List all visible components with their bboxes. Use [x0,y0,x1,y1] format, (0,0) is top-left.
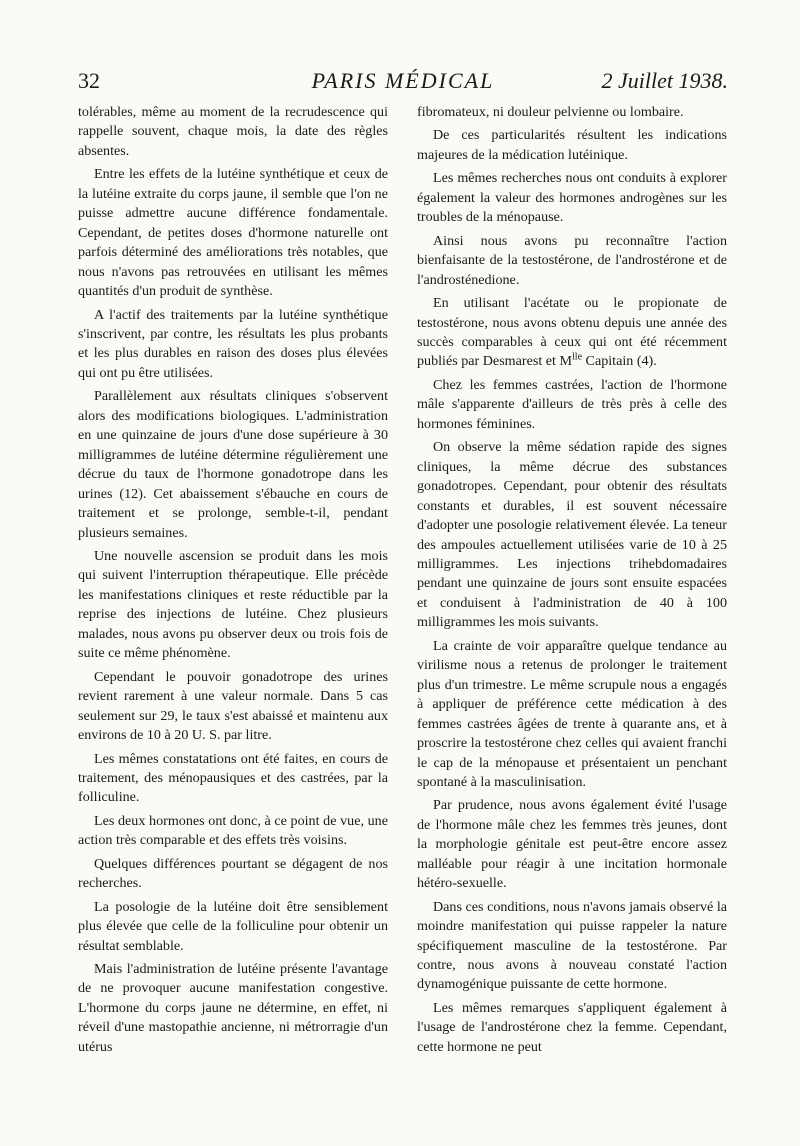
paragraph: Quelques différences pourtant se dégagent de nos recherches. [78,855,388,892]
issue-date: 2 Juillet 1938. [601,68,728,93]
paragraph: tolérables, même au moment de la recrudescence qui rappelle souvent, chaque mois, la date des règles absentes. [78,104,388,159]
paragraph: Les deux hormones ont donc, à ce point de vue, une action très comparable et des effets très voisins. [78,812,388,849]
paragraph: A l'actif des traitements par la lutéine synthétique s'inscrivent, par contre, les résultats les plus probants et les plus durables en raison des doses plus élevées qui ont pu être utilisées. [78,306,388,381]
paragraph: Mais l'administration de lutéine présente l'avantage de ne provoquer aucune manifestation congestive. L'hormone du corps jaune ne détermine, en effet, ni réveil d'une mastopathie ancienne, ni métrorragie d'un utérus [78,961,388,1055]
right-column [417,103,727,1061]
paragraph: De ces particularités résultent les indications majeures de la médication lutéinique. [417,127,727,163]
page-number: 32 [78,68,100,93]
running-header [78,68,728,98]
paragraph: Les mêmes constatations ont été faites, en cours de traitement, des ménopausiques et des castrées, par la folliculine. [78,750,388,806]
paragraph: Les mêmes remarques s'appliquent également à l'usage de l'androstérone chez la femme. Cependant, cette hormone ne peut [417,999,727,1055]
paragraph: On observe la même sédation rapide des signes cliniques, la même décrue des substances gonadotropes. Cependant, pour obtenir des résultats constants et durables, il est souvent nécessaire d'adopter une posologie relativement élevée. La teneur des ampoules actuellement utilisées varie de 10 à 25 milligrammes. Les injections trihebdomadaires pendant une quinzaine de jours sont ensuite espacées et conduisent à l'administration de 40 à 100 milligrammes les mois suivants. [417,439,727,631]
paragraph: Une nouvelle ascension se produit dans les mois qui suivent l'interruption thérapeutique. Elle précède les manifestations cliniques et reste réductible par la reprise des injections de lutéine. Chez plusieurs malades, nous avons pu observer deux ou trois fois de suite ce même phénomène. [78,547,388,662]
paragraph: La crainte de voir apparaître quelque tendance au virilisme nous a retenus de prolonger le traitement plus d'un trimestre. Le même scrupule nous a engagés à appliquer de préférence cette médication à des femmes castrées âgées de trente à quarante ans, et à proscrire la testostérone chez celles qui avaient franchi le cap de la ménopause et présentaient un penchant spontané à la masculinisation. [417,637,727,790]
paragraph-with-reference [417,294,727,372]
paragraph: Chez les femmes castrées, l'action de l'hormone mâle s'apparente d'ailleurs de très près à celle des hormones féminines. [417,376,727,432]
left-column [78,103,388,1061]
paragraph: Parallèlement aux résultats cliniques s'observent alors des modifications biologiques. L'administration en une quinzaine de jours d'une dose supérieure à 30 milligrammes de lutéine détermine régulièrement une décrue du taux de l'hormone gonadotrope dans les urines (12). Cet abaissement s'ébauche en cours de traitement et se prolonge, semble-t-il, pendant plusieurs semaines. [78,388,388,541]
reference-author: Capitain (4). [582,353,657,370]
paragraph: Dans ces conditions, nous n'avons jamais observé la moindre manifestation qui puisse rappeler la nature spécifiquement masculine de la testostérone. Par contre, nous avons à nouveau constaté l'action dynamogénique puissante de cette hormone. [417,898,727,993]
paragraph-text: En utilisant l'acétate ou le propionate de testostérone, nous avons obtenu depuis une année des succès comparables à ceux qui ont été récemment publiés par Desmarest et [417,295,727,370]
paragraph: Entre les effets de la lutéine synthétique et ceux de la lutéine extraite du corps jaune, il semble que l'on ne puisse admettre aucune différence fondamentale. Cependant, de petites doses d'hormone naturelle ont parfois déterminé des améliorations très notables, que nous n'avons pas retrouvées en utilisant les mêmes quantités d'un produit de synthèse. [78,166,388,300]
journal-title: PARIS MÉDICAL [311,68,495,93]
paragraph: Ainsi nous avons pu reconnaître l'action bienfaisante de la testostérone, de l'androstérone et de l'androsténedione. [417,232,727,288]
paragraph: Par prudence, nous avons également évité l'usage de l'hormone mâle chez les femmes très jeunes, dont la morphologie génitale est peut-être encore assez malléable pour réagir à une incitation hormonale hétéro-sexuelle. [417,797,727,892]
paragraph: fibromateux, ni douleur pelvienne ou lombaire. [417,104,684,120]
reference-title-sup: lle [572,351,583,363]
paragraph: Les mêmes recherches nous ont conduits à explorer également la valeur des hormones androgènes sur les troubles de la ménopause. [417,170,727,226]
reference-title: M [559,353,573,370]
paragraph: Cependant le pouvoir gonadotrope des urines revient rarement à une valeur normale. Dans 5 cas seulement sur 29, le taux s'est abaissé et maintenu aux environs de 10 à 20 U. S. par litre. [78,668,388,744]
paragraph: La posologie de la lutéine doit être sensiblement plus élevée que celle de la folliculine pour obtenir un résultat semblable. [78,898,388,954]
